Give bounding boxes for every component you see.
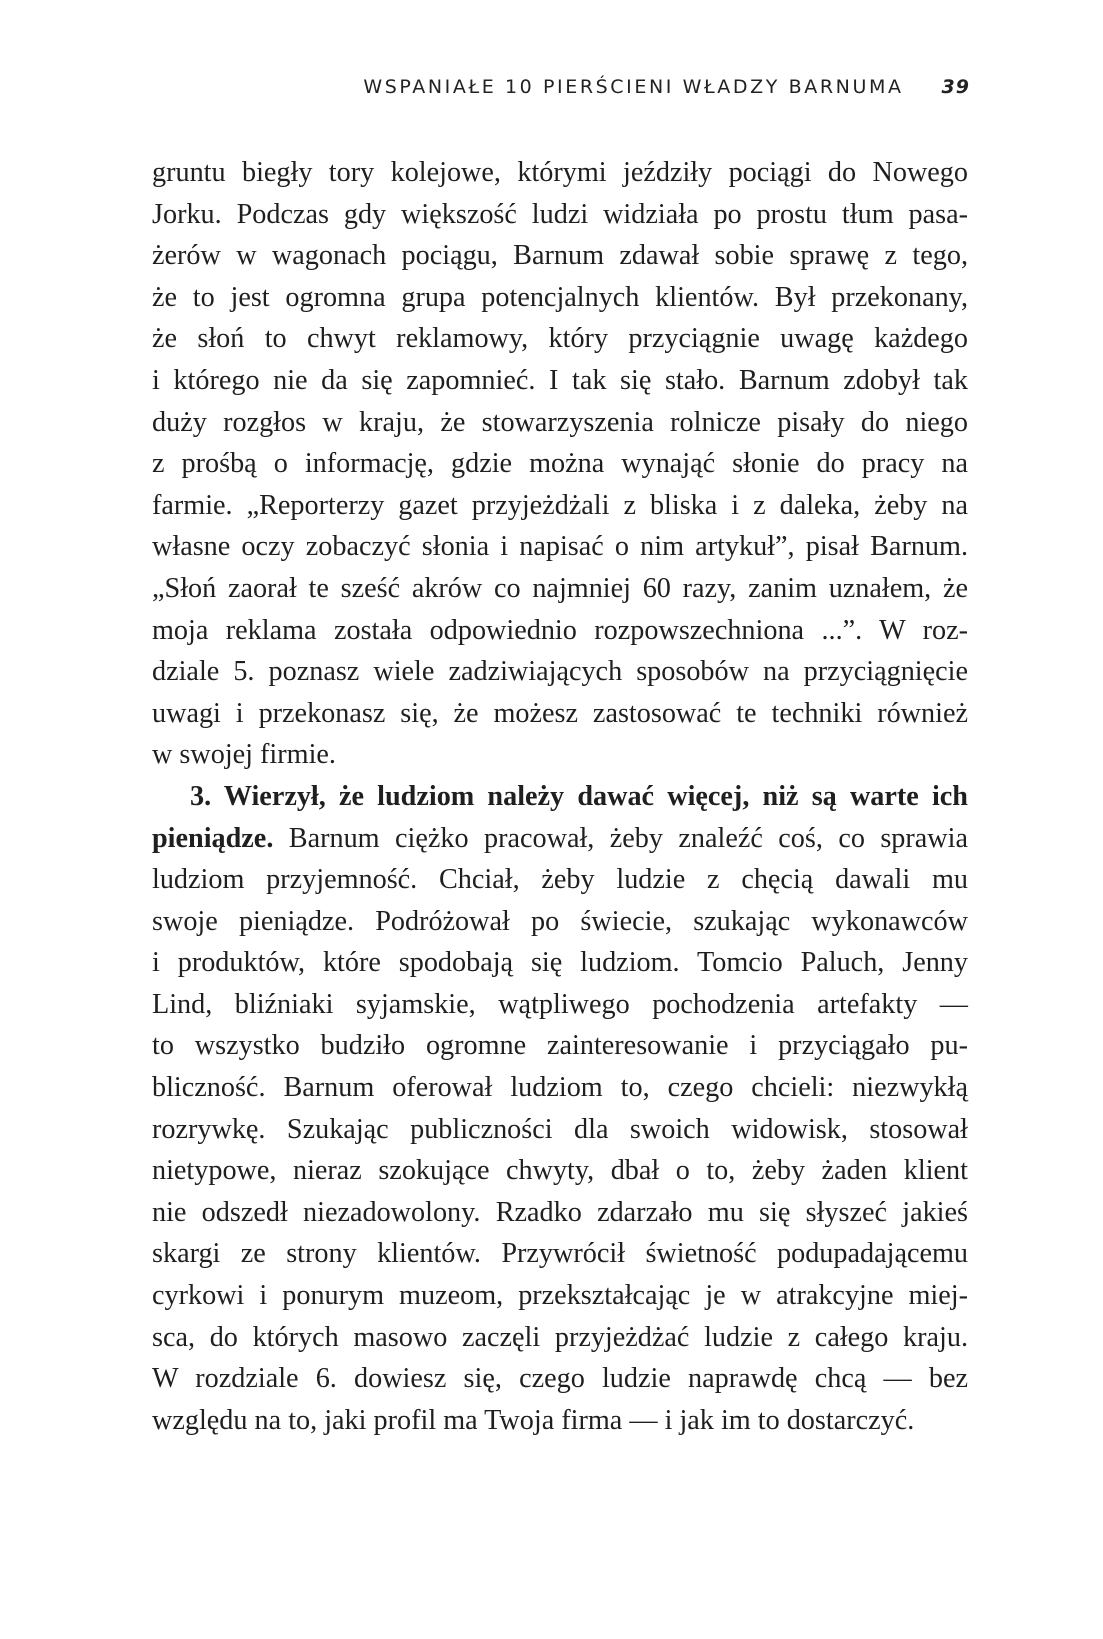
paragraph-1 (152, 152, 968, 776)
text-line: gruntu biegły tory kolejowe, którymi jeździły pociągi do Nowego (152, 157, 968, 188)
text-line: nie odszedł niezadowolony. Rzadko zdarzało mu się słyszeć jakieś (152, 1196, 968, 1228)
running-header (150, 76, 970, 98)
text-line: farmie. „Reporterzy gazet przyjeżdżali z bliska i z daleka, żeby na (152, 489, 968, 521)
text-line: w swojej firmie. (152, 739, 336, 771)
text-line: W rozdziale 6. dowiesz się, czego ludzie naprawdę chcą — bez (152, 1363, 968, 1395)
running-title: WSPANIAŁE 10 PIERŚCIENI WŁADZY BARNUMA (363, 76, 904, 98)
page-number: 39 (941, 76, 970, 98)
numbered-point-heading-end: pieniądze. (152, 822, 274, 854)
text-line: że to jest ogromna grupa potencjalnych klientów. Był przekonany, (152, 281, 968, 313)
text-line: sca, do których masowo zaczęli przyjeżdżać ludzie z całego kraju. (152, 1321, 968, 1353)
text-line (152, 818, 968, 860)
text-line: skargi ze strony klientów. Przywrócił świetność podupadającemu (152, 1238, 968, 1270)
text-line: i produktów, które spodobają się ludziom. Tomcio Paluch, Jenny (152, 947, 968, 979)
text-run: Barnum ciężko pracował, żeby znaleźć coś, co sprawia (273, 822, 968, 854)
text-line: bliczność. Barnum oferował ludziom to, czego chcieli: niezwykłą (152, 1072, 968, 1104)
text-line: że słoń to chwyt reklamowy, który przyciągnie uwagę każdego (152, 323, 968, 355)
text-line: rozrywkę. Szukając publiczności dla swoich widowisk, stosował (152, 1113, 968, 1145)
text-line: z prośbą o informację, gdzie można wynająć słonie do pracy na (152, 448, 968, 480)
text-line: nietypowe, nieraz szokujące chwyty, dbał o to, żeby żaden klient (152, 1155, 968, 1187)
text-line: Lind, bliźniaki syjamskie, wątpliwego pochodzenia artefakty — (152, 988, 968, 1020)
text-line: „Słoń zaorał te sześć akrów co najmniej 60 razy, zanim uznałem, że (152, 572, 968, 604)
text-line: uwagi i przekonasz się, że możesz zastosować te techniki również (152, 697, 968, 729)
paragraph-2 (152, 776, 968, 1442)
text-line: i którego nie da się zapomnieć. I tak się stało. Barnum zdobył tak (152, 364, 968, 396)
text-line: ludziom przyjemność. Chciał, żeby ludzie z chęcią dawali mu (152, 864, 968, 896)
text-line: względu na to, jaki profil ma Twoja firma — i jak im to dostarczyć. (152, 1404, 915, 1436)
text-line: dziale 5. poznasz wiele zadziwiających sposobów na przyciągnięcie (152, 656, 968, 688)
text-line: moja reklama została odpowiednio rozpowszechniona ...”. W roz- (152, 614, 968, 646)
text-line: swoje pieniądze. Podróżował po świecie, szukając wykonawców (152, 905, 968, 937)
text-line: żerów w wagonach pociągu, Barnum zdawał sobie sprawę z tego, (152, 240, 968, 272)
text-line: Jorku. Podczas gdy większość ludzi widziała po prostu tłum pasa- (152, 198, 968, 230)
text-line: to wszystko budziło ogromne zainteresowanie i przyciągało pu- (152, 1030, 968, 1062)
numbered-point-heading: 3. Wierzył, że ludziom należy dawać więcej, niż są warte ich (190, 780, 968, 812)
text-line: duży rozgłos w kraju, że stowarzyszenia rolnicze pisały do niego (152, 406, 968, 438)
text-line: cyrkowi i ponurym muzeom, przekształcając je w atrakcyjne miej- (152, 1280, 968, 1312)
text-line: własne oczy zobaczyć słonia i napisać o nim artykuł”, pisał Barnum. (152, 531, 968, 563)
body-text (152, 152, 968, 1441)
